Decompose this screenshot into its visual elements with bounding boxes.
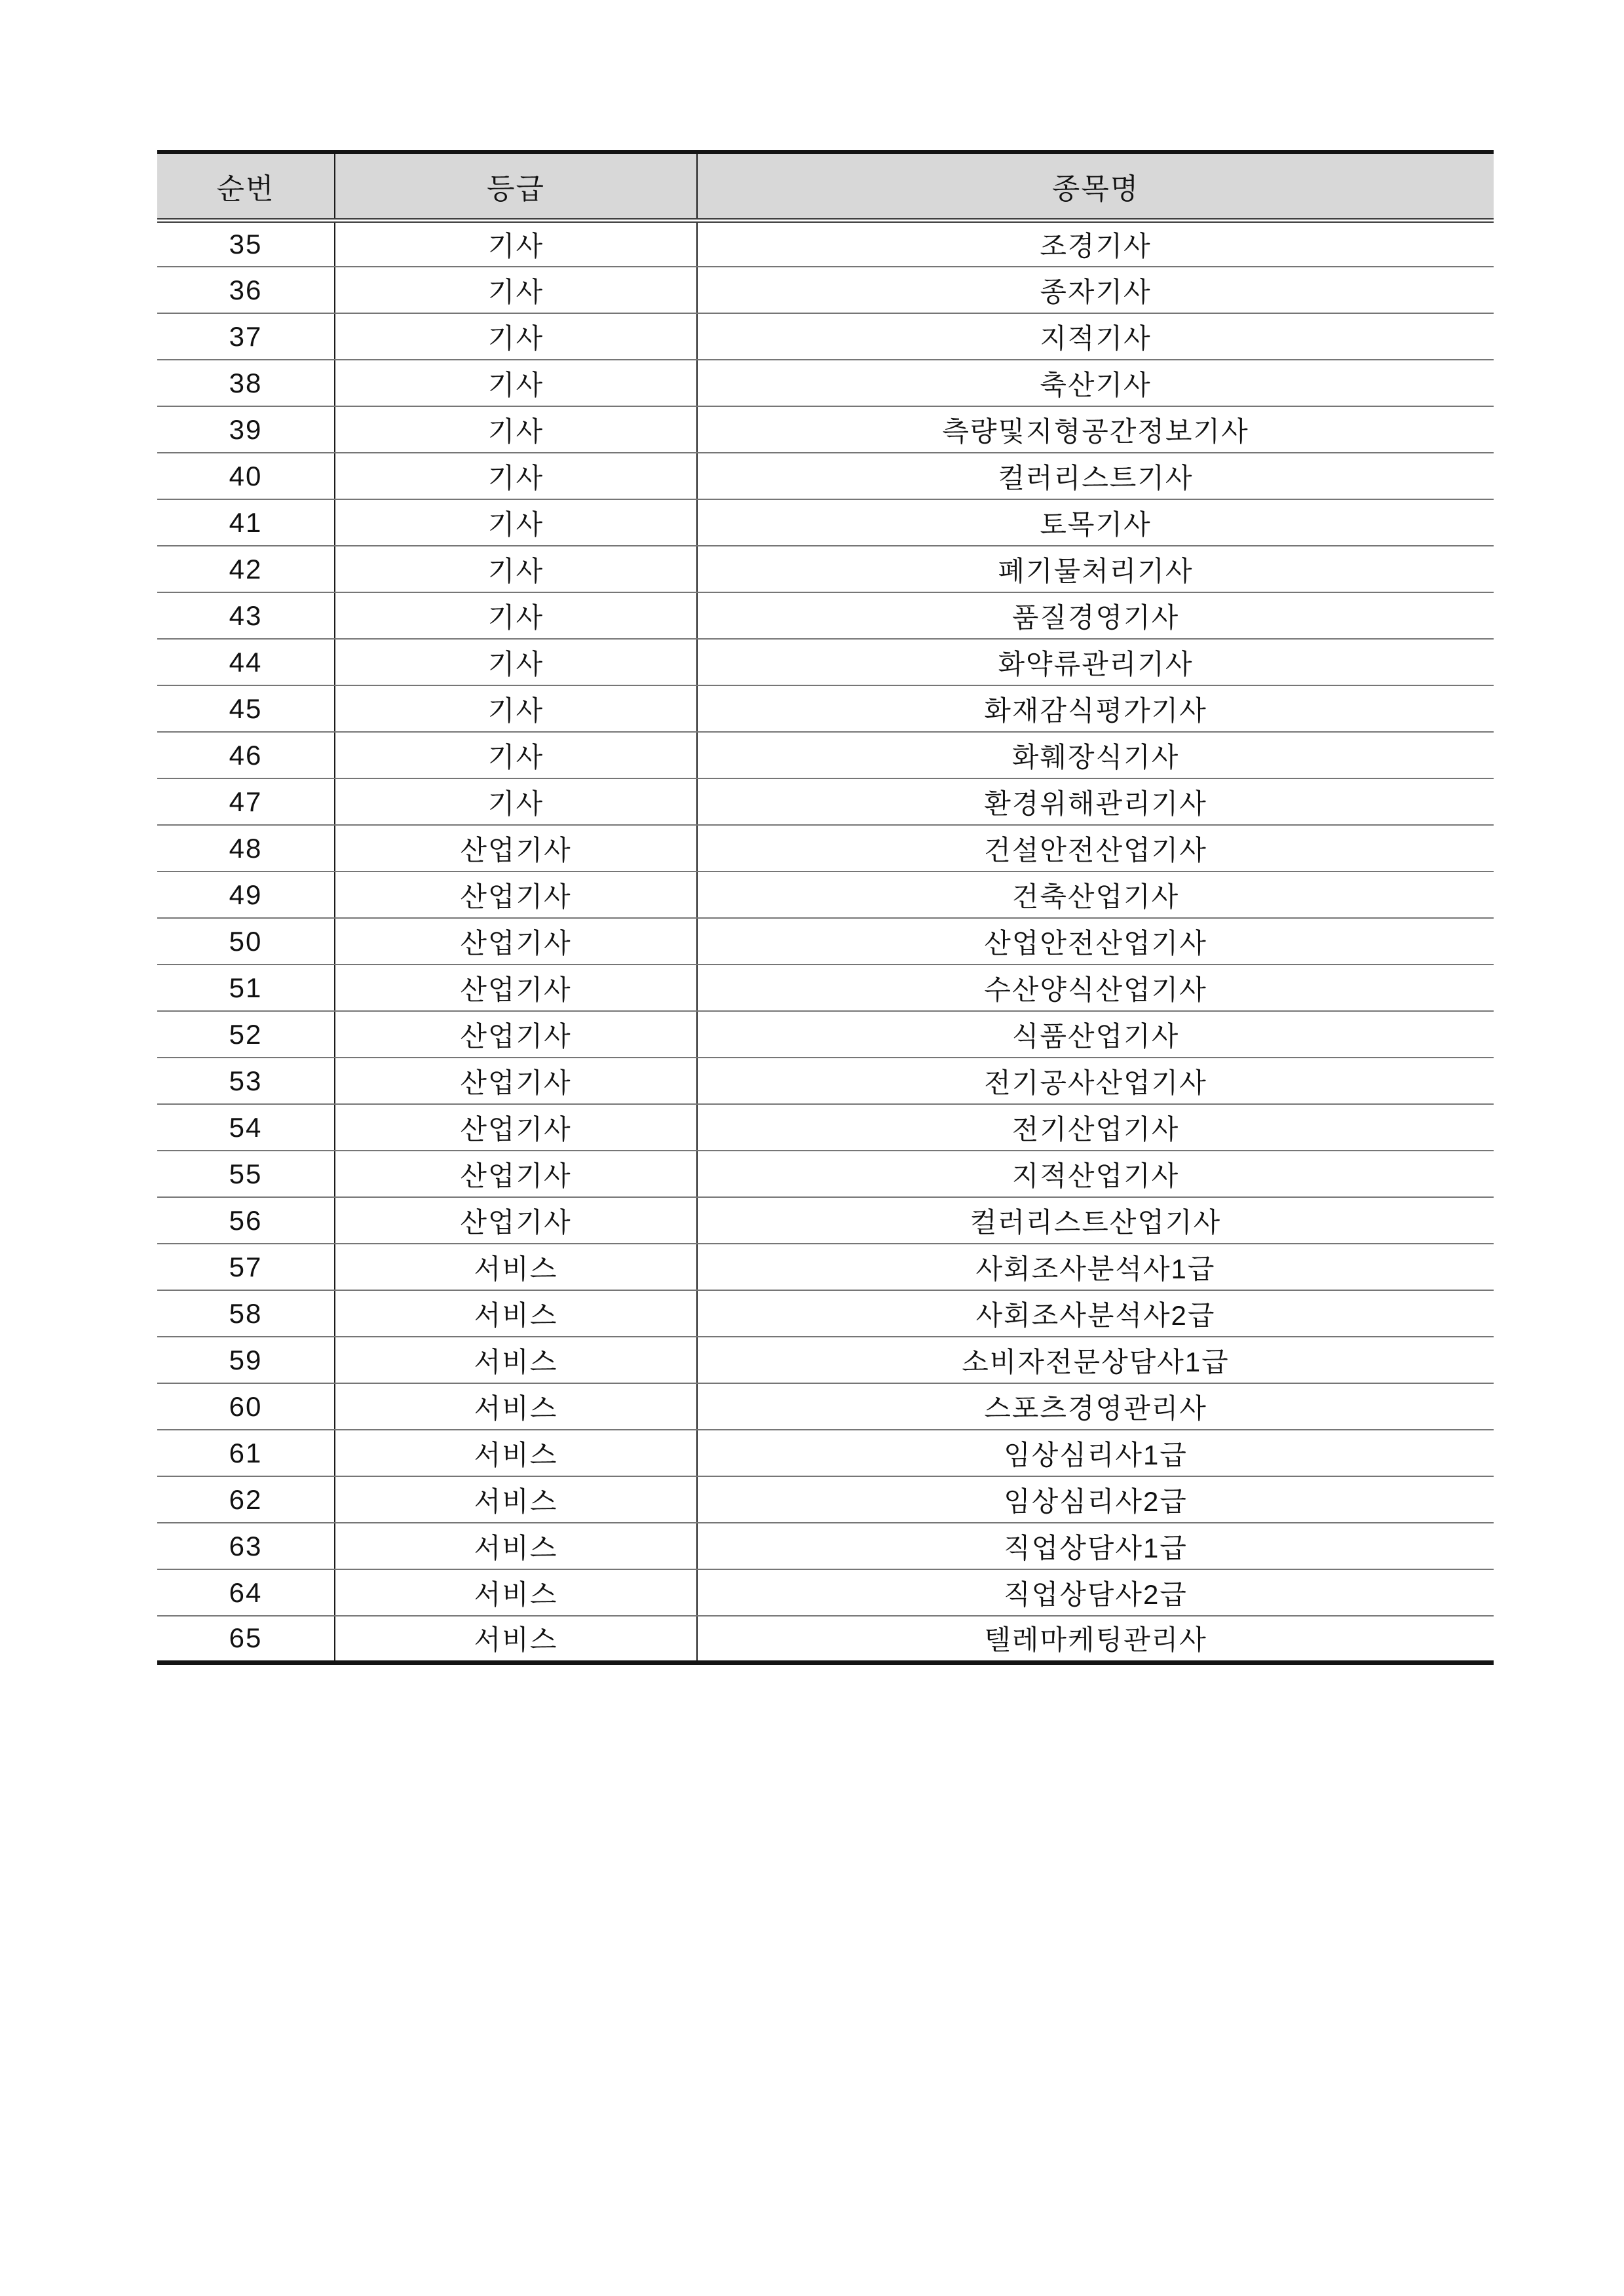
cell-name: 환경위해관리기사 [697,778,1494,825]
table-row [157,1523,1494,1569]
cell-name: 컬러리스트기사 [697,453,1494,499]
cell-no: 56 [157,1197,335,1244]
cell-no: 47 [157,778,335,825]
cell-grade: 기사 [335,685,697,732]
cell-name: 임상심리사1급 [697,1430,1494,1476]
table-row [157,1290,1494,1337]
cell-no: 64 [157,1569,335,1616]
cell-no: 62 [157,1476,335,1523]
qualification-table [157,150,1494,1665]
cell-no: 41 [157,499,335,546]
cell-no: 63 [157,1523,335,1569]
cell-name: 품질경영기사 [697,592,1494,639]
cell-no: 45 [157,685,335,732]
header-row [157,152,1494,220]
column-header-grade: 등급 [335,152,697,220]
table-row [157,1104,1494,1151]
cell-grade: 기사 [335,732,697,778]
cell-name: 사회조사분석사2급 [697,1290,1494,1337]
cell-name: 컬러리스트산업기사 [697,1197,1494,1244]
table-row [157,639,1494,685]
table-row [157,1151,1494,1197]
table-row [157,685,1494,732]
table-row [157,825,1494,871]
cell-grade: 산업기사 [335,1058,697,1104]
cell-name: 스포츠경영관리사 [697,1383,1494,1430]
cell-grade: 서비스 [335,1523,697,1569]
cell-name: 식품산업기사 [697,1011,1494,1058]
cell-no: 43 [157,592,335,639]
cell-name: 지적기사 [697,313,1494,360]
table-row [157,1244,1494,1290]
cell-grade: 서비스 [335,1244,697,1290]
table-row [157,1616,1494,1662]
table-body [157,220,1494,1662]
cell-no: 54 [157,1104,335,1151]
cell-grade: 서비스 [335,1616,697,1662]
cell-name: 직업상담사2급 [697,1569,1494,1616]
cell-no: 55 [157,1151,335,1197]
cell-name: 지적산업기사 [697,1151,1494,1197]
cell-grade: 기사 [335,406,697,453]
cell-grade: 기사 [335,313,697,360]
cell-name: 전기공사산업기사 [697,1058,1494,1104]
table-row [157,732,1494,778]
cell-name: 종자기사 [697,267,1494,313]
cell-grade: 기사 [335,453,697,499]
cell-no: 57 [157,1244,335,1290]
table-header [157,152,1494,220]
cell-no: 58 [157,1290,335,1337]
cell-no: 36 [157,267,335,313]
cell-no: 53 [157,1058,335,1104]
table-row [157,1476,1494,1523]
cell-no: 52 [157,1011,335,1058]
cell-grade: 기사 [335,220,697,267]
cell-name: 건설안전산업기사 [697,825,1494,871]
cell-grade: 산업기사 [335,1011,697,1058]
cell-grade: 기사 [335,592,697,639]
cell-name: 직업상담사1급 [697,1523,1494,1569]
cell-no: 44 [157,639,335,685]
cell-name: 조경기사 [697,220,1494,267]
table-row [157,313,1494,360]
table-row [157,1197,1494,1244]
cell-grade: 기사 [335,499,697,546]
cell-grade: 기사 [335,267,697,313]
table-row [157,406,1494,453]
cell-name: 전기산업기사 [697,1104,1494,1151]
cell-name: 폐기물처리기사 [697,546,1494,592]
table-row [157,1337,1494,1383]
cell-no: 35 [157,220,335,267]
cell-no: 49 [157,871,335,918]
table-row [157,592,1494,639]
table-row [157,1430,1494,1476]
table-row [157,546,1494,592]
cell-grade: 산업기사 [335,871,697,918]
cell-grade: 산업기사 [335,825,697,871]
cell-grade: 기사 [335,360,697,406]
table-row [157,1569,1494,1616]
cell-no: 42 [157,546,335,592]
cell-no: 50 [157,918,335,965]
cell-grade: 서비스 [335,1383,697,1430]
cell-name: 건축산업기사 [697,871,1494,918]
cell-name: 수산양식산업기사 [697,965,1494,1011]
cell-grade: 서비스 [335,1337,697,1383]
cell-no: 38 [157,360,335,406]
cell-grade: 기사 [335,546,697,592]
cell-name: 임상심리사2급 [697,1476,1494,1523]
table-row [157,267,1494,313]
cell-name: 화약류관리기사 [697,639,1494,685]
cell-name: 토목기사 [697,499,1494,546]
cell-name: 산업안전산업기사 [697,918,1494,965]
cell-no: 40 [157,453,335,499]
cell-no: 37 [157,313,335,360]
table-row [157,499,1494,546]
cell-name: 소비자전문상담사1급 [697,1337,1494,1383]
cell-no: 65 [157,1616,335,1662]
column-header-seq-no: 순번 [157,152,335,220]
table-row [157,1011,1494,1058]
cell-name: 텔레마케팅관리사 [697,1616,1494,1662]
cell-no: 61 [157,1430,335,1476]
table-row [157,220,1494,267]
table-row [157,360,1494,406]
cell-no: 60 [157,1383,335,1430]
table-row [157,778,1494,825]
cell-grade: 기사 [335,639,697,685]
cell-no: 51 [157,965,335,1011]
column-header-item-name: 종목명 [697,152,1494,220]
cell-grade: 서비스 [335,1569,697,1616]
cell-grade: 서비스 [335,1476,697,1523]
cell-grade: 산업기사 [335,965,697,1011]
cell-no: 39 [157,406,335,453]
cell-grade: 산업기사 [335,1197,697,1244]
cell-grade: 서비스 [335,1290,697,1337]
cell-no: 48 [157,825,335,871]
cell-grade: 산업기사 [335,1104,697,1151]
cell-grade: 산업기사 [335,1151,697,1197]
cell-no: 46 [157,732,335,778]
table-row [157,1058,1494,1104]
cell-grade: 기사 [335,778,697,825]
cell-name: 화훼장식기사 [697,732,1494,778]
table-row [157,918,1494,965]
table-row [157,965,1494,1011]
cell-name: 화재감식평가기사 [697,685,1494,732]
cell-grade: 서비스 [335,1430,697,1476]
table-row [157,871,1494,918]
cell-name: 축산기사 [697,360,1494,406]
cell-no: 59 [157,1337,335,1383]
cell-name: 사회조사분석사1급 [697,1244,1494,1290]
cell-grade: 산업기사 [335,918,697,965]
cell-name: 측량및지형공간정보기사 [697,406,1494,453]
table-row [157,453,1494,499]
table-row [157,1383,1494,1430]
